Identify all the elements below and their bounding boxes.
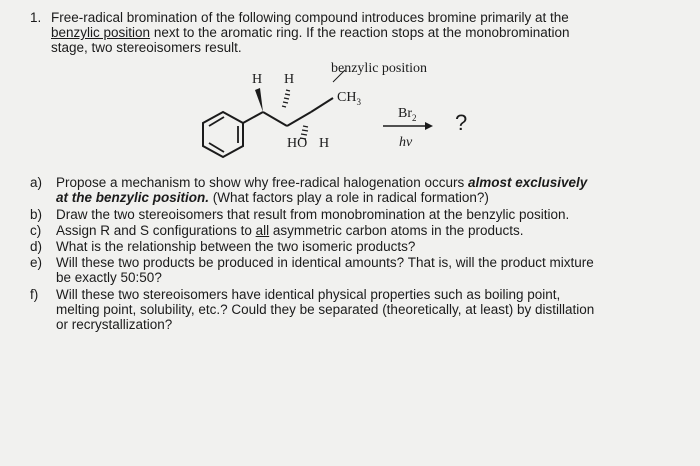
part-letter: e) (30, 255, 43, 270)
intro-line-3: stage, two stereoisomers result. (51, 40, 242, 55)
question-intro (51, 10, 671, 55)
intro-line-1: Free-radical bromination of the following compound introduces bromine primarily at the (51, 10, 569, 25)
part-a-emphasis-1: almost exclusively (467, 175, 588, 190)
part-a-text-end: (What factors play a role in radical formation?) (209, 190, 489, 205)
condition-label: hν (399, 135, 413, 150)
benzylic-position-term: benzylic position (51, 25, 151, 40)
question-number: 1. (30, 10, 42, 25)
part-f-line-1: Will these two stereoisomers have identical physical properties such as boiling point, (56, 287, 561, 302)
product-unknown: ? (455, 110, 468, 135)
h-atom-left: H (252, 72, 263, 87)
part-f-line-3: or recrystallization? (56, 317, 173, 332)
part-a-emphasis-2: at the benzylic position. (56, 190, 210, 205)
hydroxyl-label: HO (287, 136, 308, 151)
part-e-line-1: Will these two products be produced in identical amounts? That is, will the product mixture (56, 255, 594, 270)
bond-c2-c3 (287, 112, 311, 126)
h-atom-right: H (284, 72, 295, 87)
part-f-line-2: melting point, solubility, etc.? Could they be separated (theoretically, at least) by distillation (56, 302, 595, 317)
intro-line-2 (51, 25, 671, 40)
part-letter: a) (30, 175, 43, 190)
part-c-text-end: asymmetric carbon atoms in the products. (269, 223, 524, 238)
part-letter: b) (30, 207, 43, 222)
intro-line-2-rest: next to the aromatic ring. If the reaction stops at the monobromination (150, 25, 570, 40)
part-c-text: Assign R and S configurations to (56, 223, 256, 238)
wedge-bond-h (255, 88, 263, 112)
part-letter: d) (30, 239, 43, 254)
bond-ring-c1 (243, 112, 263, 123)
reaction-scheme (195, 60, 485, 175)
methyl-label: $CH_3$ (337, 90, 361, 107)
part-e-line-2: be exactly 50:50? (56, 270, 162, 285)
part-letter: c) (30, 223, 42, 238)
part-b-text: Draw the two stereoisomers that result from monobromination at the benzylic position. (56, 207, 570, 222)
molecule-drawing (195, 60, 485, 175)
part-d-text: What is the relationship between the two isomeric products? (56, 239, 416, 254)
h-atom-bottom: H (319, 136, 330, 151)
part-c-underlined: all (255, 223, 270, 238)
part-a-text: Propose a mechanism to show why free-radical halogenation occurs (56, 175, 468, 190)
part-letter: f) (30, 287, 39, 302)
bond-to-ch3 (311, 98, 333, 112)
benzene-ring (203, 112, 243, 157)
arrow-head (425, 122, 433, 130)
benzylic-position-label: benzylic position (331, 61, 428, 76)
bond-c1-c2 (263, 112, 287, 126)
hash-bond-h (282, 90, 290, 107)
reagent-label: $Br_2$ (398, 106, 417, 123)
